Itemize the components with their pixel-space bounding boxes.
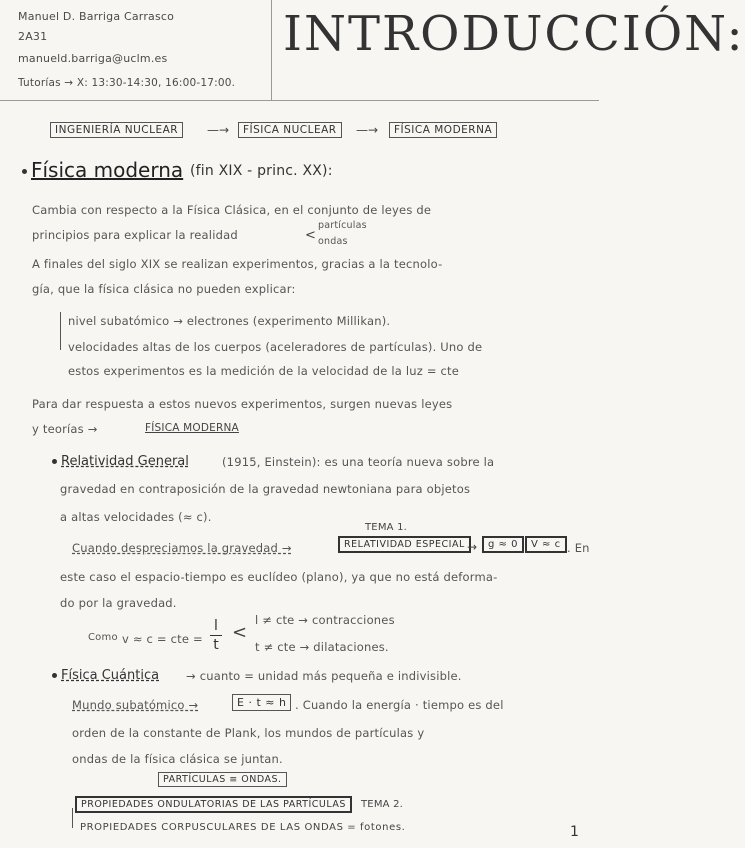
velocity-equation: v ≈ c = cte =	[122, 632, 203, 646]
fisica-moderna-label: FÍSICA MODERNA	[145, 422, 239, 434]
text-line: y teorías →	[32, 422, 98, 436]
text-line: (1915, Einstein): es una teoría nueva sobre la	[222, 455, 495, 469]
text-line: l ≠ cte → contracciones	[255, 613, 395, 627]
box-fisica-nuclear: FÍSICA NUCLEAR	[238, 122, 342, 138]
section-heading-fisica-moderna: Física moderna	[22, 158, 183, 182]
tema-label: TEMA 2.	[361, 799, 404, 810]
list-bracket	[60, 312, 61, 350]
text-line: gía, que la física clásica no pueden explicar:	[32, 282, 296, 296]
branch-brace-icon: <	[305, 228, 316, 243]
box-particulas-ondas: PARTÍCULAS ≡ ONDAS.	[158, 772, 287, 787]
text-line: → cuanto = unidad más pequeña e indivisible.	[186, 669, 462, 683]
page-number: 1	[570, 824, 580, 840]
text-line: principios para explicar la realidad	[32, 228, 238, 242]
box-energy-time-equation: E · t ≈ h	[232, 694, 291, 711]
text-line: Para dar respuesta a estos nuevos experimentos, surgen nuevas leyes	[32, 397, 453, 411]
section-heading-suffix: (fin XIX - princ. XX):	[190, 163, 333, 179]
tema-label: TEMA 1.	[365, 522, 408, 533]
text-line: gravedad en contraposición de la gravedad newtoniana para objetos	[60, 482, 471, 496]
bullet-icon	[52, 673, 57, 678]
group-code: 2A31	[18, 30, 48, 43]
fraction-bar	[210, 635, 222, 636]
text-line: do por la gravedad.	[60, 596, 177, 610]
branch-label: ondas	[318, 236, 348, 247]
box-relatividad-especial: RELATIVIDAD ESPECIAL	[338, 536, 471, 553]
branch-brace-icon: <	[232, 622, 248, 643]
bullet-icon	[52, 459, 57, 464]
tutorias-schedule: Tutorías → X: 13:30-14:30, 16:00-17:00.	[18, 77, 236, 89]
arrow-right-icon: →	[467, 540, 478, 554]
header-vertical-divider	[271, 0, 272, 100]
author-name: Manuel D. Barriga Carrasco	[18, 10, 175, 23]
text-line: . Cuando la energía · tiempo es del	[295, 698, 504, 712]
text-line: estos experimentos es la medición de la velocidad de la luz = cte	[68, 364, 460, 378]
text-line: Cambia con respecto a la Física Clásica, en el conjunto de leyes de	[32, 203, 432, 217]
list-bracket	[72, 808, 73, 828]
fraction-numerator: l	[214, 618, 218, 634]
box-ingenieria-nuclear: INGENIERÍA NUCLEAR	[50, 122, 183, 138]
text-line: Cuando despreciamos la gravedad →	[72, 541, 292, 555]
text-line: PROPIEDADES CORPUSCULARES DE LAS ONDAS = fotones.	[80, 822, 406, 833]
section-heading-relatividad-general: Relatividad General	[52, 454, 189, 469]
list-item: velocidades altas de los cuerpos (aceleradores de partículas). Uno de	[68, 340, 483, 354]
page-title: INTRODUCCIÓN:	[283, 6, 745, 62]
fraction-denominator: t	[213, 637, 219, 653]
box-v-approx-c: V ≈ c	[525, 536, 567, 553]
fraction-l-over-t	[210, 618, 222, 653]
text-line: A finales del siglo XIX se realizan experimentos, gracias a la tecnolo-	[32, 257, 443, 271]
bullet-icon	[22, 169, 27, 174]
branch-label: partículas	[318, 220, 367, 231]
arrow-right-icon: —→	[207, 123, 230, 137]
box-fisica-moderna: FÍSICA MODERNA	[389, 122, 497, 138]
text-line: orden de la constante de Plank, los mundos de partículas y	[72, 726, 425, 740]
author-email: manueld.barriga@uclm.es	[18, 52, 168, 65]
header-horizontal-divider	[0, 100, 599, 101]
text-line: Mundo subatómico →	[72, 698, 199, 712]
text-line: a altas velocidades (≈ c).	[60, 510, 212, 524]
text-line: Como	[88, 632, 118, 643]
text-line: ondas de la física clásica se juntan.	[72, 752, 283, 766]
arrow-right-icon: —→	[356, 123, 379, 137]
list-item: nivel subatómico → electrones (experimento Millikan).	[68, 314, 391, 328]
section-heading-fisica-cuantica: Física Cuántica	[52, 668, 159, 683]
text-line: . En	[567, 541, 590, 555]
text-line: este caso el espacio-tiempo es euclídeo (plano), ya que no está deforma-	[60, 570, 498, 584]
text-line: t ≠ cte → dilataciones.	[255, 640, 389, 654]
box-propiedades-ondulatorias: PROPIEDADES ONDULATORIAS DE LAS PARTÍCULAS	[75, 796, 352, 813]
box-g-approx-zero: g ≈ 0	[482, 536, 524, 553]
